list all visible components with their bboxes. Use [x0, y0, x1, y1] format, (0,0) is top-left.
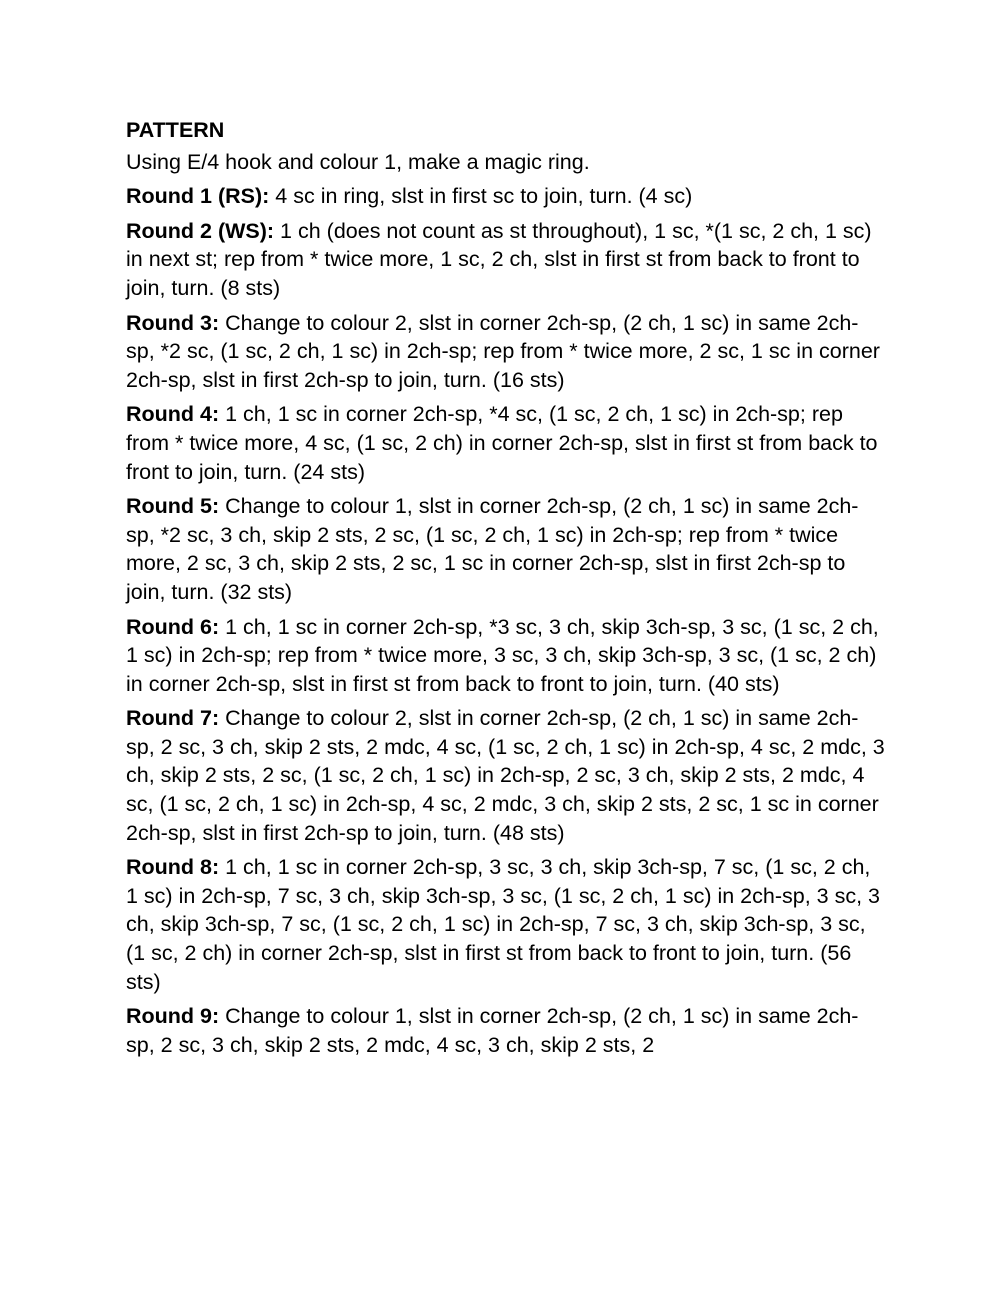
round-7 — [126, 704, 886, 847]
round-text: Change to colour 1, slst in corner 2ch-sp, (2 ch, 1 sc) in same 2ch-sp, 2 sc, 3 ch, skip 2 sts, 2 mdc, 4 sc, 3 ch, skip 2 sts, 2 — [126, 1004, 859, 1057]
round-6 — [126, 613, 886, 699]
round-text: 1 ch, 1 sc in corner 2ch-sp, *4 sc, (1 sc, 2 ch, 1 sc) in 2ch-sp; rep from * twice more, 4 sc, (1 sc, 2 ch) in corner 2ch-sp, slst in first st from back to front to join, turn. (24 sts) — [126, 402, 878, 484]
round-label: Round 8: — [126, 855, 220, 880]
round-text: Change to colour 2, slst in corner 2ch-sp, (2 ch, 1 sc) in same 2ch-sp, 2 sc, 3 ch, skip 2 sts, 2 mdc, 4 sc, (1 sc, 2 ch, 1 sc) in 2ch-sp, 4 sc, 2 mdc, 3 ch, skip 2 sts, 2 sc, (1 sc, 2 ch, 1 sc) in 2ch-sp, 2 sc, 3 ch, skip 2 sts, 2 mdc, 4 sc, (1 sc, 2 ch, 1 sc) in 2ch-sp, 4 sc, 2 mdc, 3 ch, skip 2 sts, 2 sc, 1 sc in corner 2ch-sp, slst in first 2ch-sp to join, turn. (48 sts) — [126, 706, 885, 845]
pattern-intro: Using E/4 hook and colour 1, make a magic ring. — [126, 149, 590, 174]
round-9 — [126, 1002, 886, 1059]
round-label: Round 5: — [126, 494, 220, 519]
round-label: Round 4: — [126, 402, 220, 427]
round-3 — [126, 309, 886, 395]
round-text: Change to colour 2, slst in corner 2ch-sp, (2 ch, 1 sc) in same 2ch-sp, *2 sc, (1 sc, 2 ch, 1 sc) in 2ch-sp; rep from * twice more, 2 sc, 1 sc in corner 2ch-sp, slst in first 2ch-sp to join, turn. (16 sts) — [126, 310, 880, 392]
round-8 — [126, 853, 886, 996]
round-1 — [126, 182, 886, 211]
pattern-heading: PATTERN — [126, 118, 225, 142]
round-2 — [126, 217, 886, 303]
round-label: Round 7: — [126, 706, 220, 731]
round-text: 4 sc in ring, slst in first sc to join, turn. (4 sc) — [269, 184, 693, 209]
round-5 — [126, 492, 886, 606]
round-label: Round 9: — [126, 1004, 220, 1029]
pattern-page — [126, 116, 886, 1059]
round-text: 1 ch, 1 sc in corner 2ch-sp, 3 sc, 3 ch, skip 3ch-sp, 7 sc, (1 sc, 2 ch, 1 sc) in 2ch-sp, 7 sc, 3 ch, skip 3ch-sp, 3 sc, (1 sc, 2 ch, 1 sc) in 2ch-sp, 3 sc, 3 ch, skip 3ch-sp, 7 sc, (1 sc, 2 ch, 1 sc) in 2ch-sp, 7 sc, 3 ch, skip 3ch-sp, 3 sc, (1 sc, 2 ch) in corner 2ch-sp, slst in first st from back to front to join, turn. (56 sts) — [126, 855, 880, 994]
round-label: Round 2 (WS): — [126, 218, 275, 243]
round-label: Round 3: — [126, 310, 220, 335]
round-label: Round 1 (RS): — [126, 184, 270, 209]
round-text: Change to colour 1, slst in corner 2ch-sp, (2 ch, 1 sc) in same 2ch-sp, *2 sc, 3 ch, skip 2 sts, 2 sc, (1 sc, 2 ch, 1 sc) in 2ch-sp; rep from * twice more, 2 sc, 3 ch, skip 2 sts, 2 sc, 1 sc in corner 2ch-sp, slst in first 2ch-sp to join, turn. (32 sts) — [126, 494, 859, 604]
round-text: 1 ch (does not count as st throughout), 1 sc, *(1 sc, 2 ch, 1 sc) in next st; rep from * twice more, 1 sc, 2 ch, slst in first st from back to front to join, turn. (8 sts) — [126, 218, 872, 300]
round-text: 1 ch, 1 sc in corner 2ch-sp, *3 sc, 3 ch, skip 3ch-sp, 3 sc, (1 sc, 2 ch, 1 sc) in 2ch-sp; rep from * twice more, 3 sc, 3 ch, skip 3ch-sp, 3 sc, (1 sc, 2 ch) in corner 2ch-sp, slst in first st from back to front to join, turn. (40 sts) — [126, 614, 879, 696]
round-label: Round 6: — [126, 614, 220, 639]
round-4 — [126, 400, 886, 486]
